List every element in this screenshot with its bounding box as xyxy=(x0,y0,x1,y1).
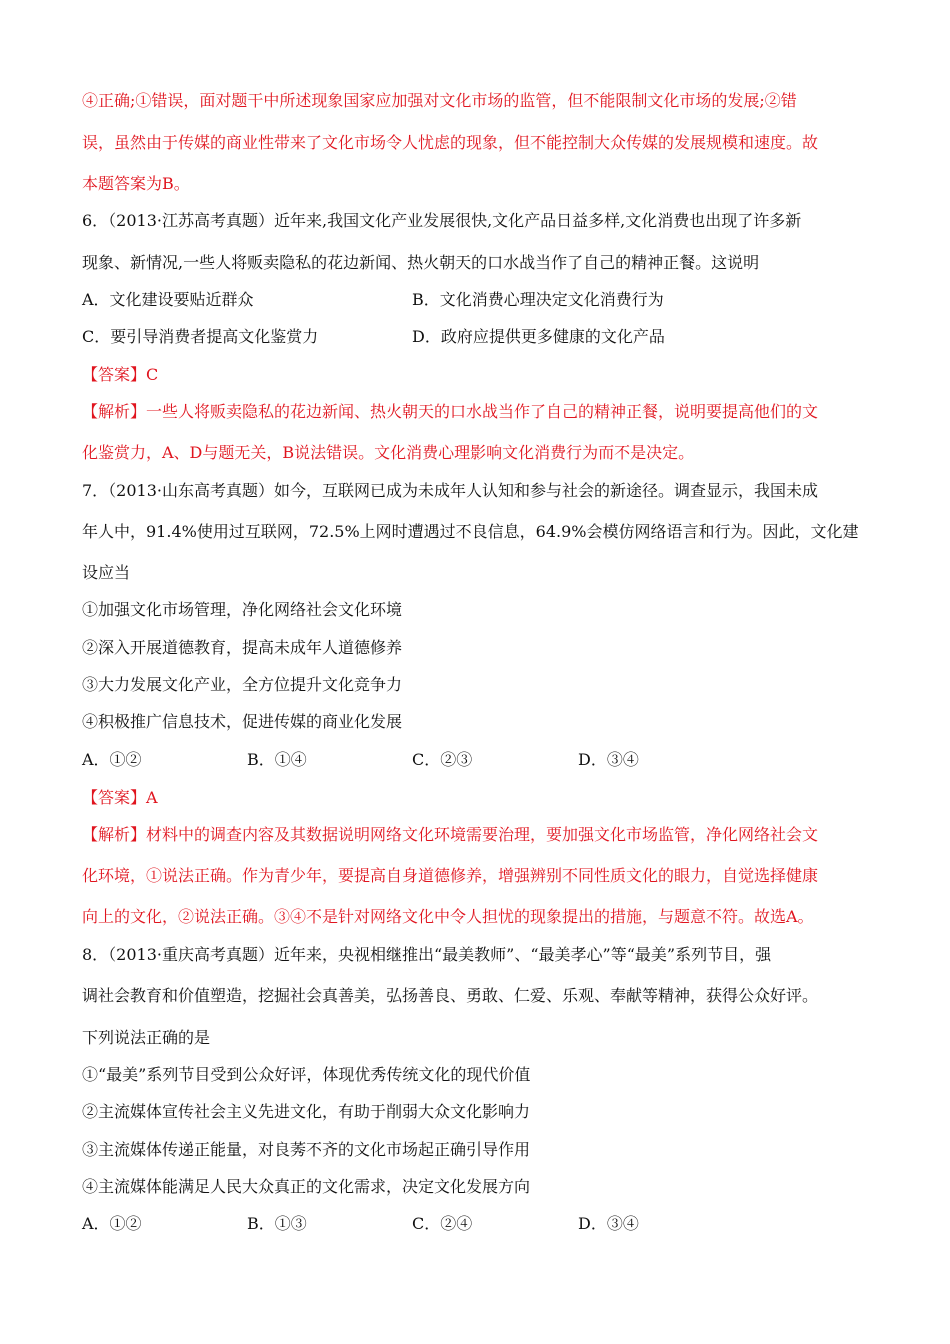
q8-option-b: B．①③ xyxy=(247,1214,307,1233)
q7-stem-line-2: 年人中，91.4%使用过互联网，72.5%上网时遭遇过不良信息，64.9%会模仿网络语言和行为。因此，文化建 xyxy=(82,522,859,541)
q7-option-a: A．①② xyxy=(82,750,142,769)
q8-stem-line-2: 调社会教育和价值塑造，挖掘社会真善美，弘扬善良、勇敢、仁爱、乐观、奉献等精神，获得公众好评。 xyxy=(82,986,819,1005)
q6-stem-line-1: 6．（2013·江苏高考真题）近年来,我国文化产业发展很快,文化产品日益多样,文化消费也出现了许多新 xyxy=(82,211,802,230)
q7-analysis-line-2: 化环境，①说法正确。作为青少年，要提高自身道德修养，增强辨别不同性质文化的眼力，自觉选择健康 xyxy=(82,866,819,885)
q8-item-3: ③主流媒体传递正能量，对良莠不齐的文化市场起正确引导作用 xyxy=(82,1140,531,1159)
q6-option-a: A．文化建设要贴近群众 xyxy=(82,290,254,309)
q6-answer: 【答案】C xyxy=(82,365,159,384)
q7-option-d: D．③④ xyxy=(578,750,639,769)
q8-stem-line-3: 下列说法正确的是 xyxy=(82,1028,211,1047)
q7-option-b: B．①④ xyxy=(247,750,307,769)
intro-analysis-line-2: 误，虽然由于传媒的商业性带来了文化市场令人忧虑的现象，但不能控制大众传媒的发展规模和速度。故 xyxy=(82,133,819,152)
q7-item-2: ②深入开展道德教育，提高未成年人道德修养 xyxy=(82,638,403,657)
q7-analysis-line-3: 向上的文化，②说法正确。③④不是针对网络文化中令人担忧的现象提出的措施，与题意不符。故选A。 xyxy=(82,907,814,926)
intro-analysis-line-3: 本题答案为B。 xyxy=(82,174,190,193)
q7-item-4: ④积极推广信息技术，促进传媒的商业化发展 xyxy=(82,712,403,731)
q8-option-a: A．①② xyxy=(82,1214,142,1233)
q7-stem-line-1: 7．（2013·山东高考真题）如今，互联网已成为未成年人认知和参与社会的新途径。调查显示，我国未成 xyxy=(82,481,818,500)
q6-option-d: D．政府应提供更多健康的文化产品 xyxy=(412,327,665,346)
intro-analysis-line-1: ④正确;①错误，面对题干中所述现象国家应加强对文化市场的监管，但不能限制文化市场的发展;②错 xyxy=(82,91,797,110)
q7-option-c: C．②③ xyxy=(412,750,473,769)
q8-option-c: C．②④ xyxy=(412,1214,473,1233)
q6-analysis-line-2: 化鉴赏力，A、D与题无关，B说法错误。文化消费心理影响文化消费行为而不是决定。 xyxy=(82,443,695,462)
q8-option-d: D．③④ xyxy=(578,1214,639,1233)
q7-answer: 【答案】A xyxy=(82,788,158,807)
q8-stem-line-1: 8．（2013·重庆高考真题）近年来，央视相继推出“最美教师”、“最美孝心”等“最美”系列节目，强 xyxy=(82,945,772,964)
q7-stem-line-3: 设应当 xyxy=(82,563,131,582)
q8-item-1: ①“最美”系列节目受到公众好评，体现优秀传统文化的现代价值 xyxy=(82,1065,531,1084)
q6-analysis-line-1: 【解析】一些人将贩卖隐私的花边新闻、热火朝天的口水战当作了自己的精神正餐，说明要提高他们的文 xyxy=(82,402,819,421)
q6-option-b: B．文化消费心理决定文化消费行为 xyxy=(412,290,664,309)
q7-analysis-line-1: 【解析】材料中的调查内容及其数据说明网络文化环境需要治理，要加强文化市场监管，净化网络社会文 xyxy=(82,825,819,844)
q6-option-c: C．要引导消费者提高文化鉴赏力 xyxy=(82,327,319,346)
q7-item-3: ③大力发展文化产业，全方位提升文化竞争力 xyxy=(82,675,403,694)
q7-item-1: ①加强文化市场管理，净化网络社会文化环境 xyxy=(82,600,403,619)
q8-item-2: ②主流媒体宣传社会主义先进文化，有助于削弱大众文化影响力 xyxy=(82,1102,531,1121)
q8-item-4: ④主流媒体能满足人民大众真正的文化需求，决定文化发展方向 xyxy=(82,1177,531,1196)
q6-stem-line-2: 现象、新情况,一些人将贩卖隐私的花边新闻、热火朝天的口水战当作了自己的精神正餐。这说明 xyxy=(82,253,760,272)
